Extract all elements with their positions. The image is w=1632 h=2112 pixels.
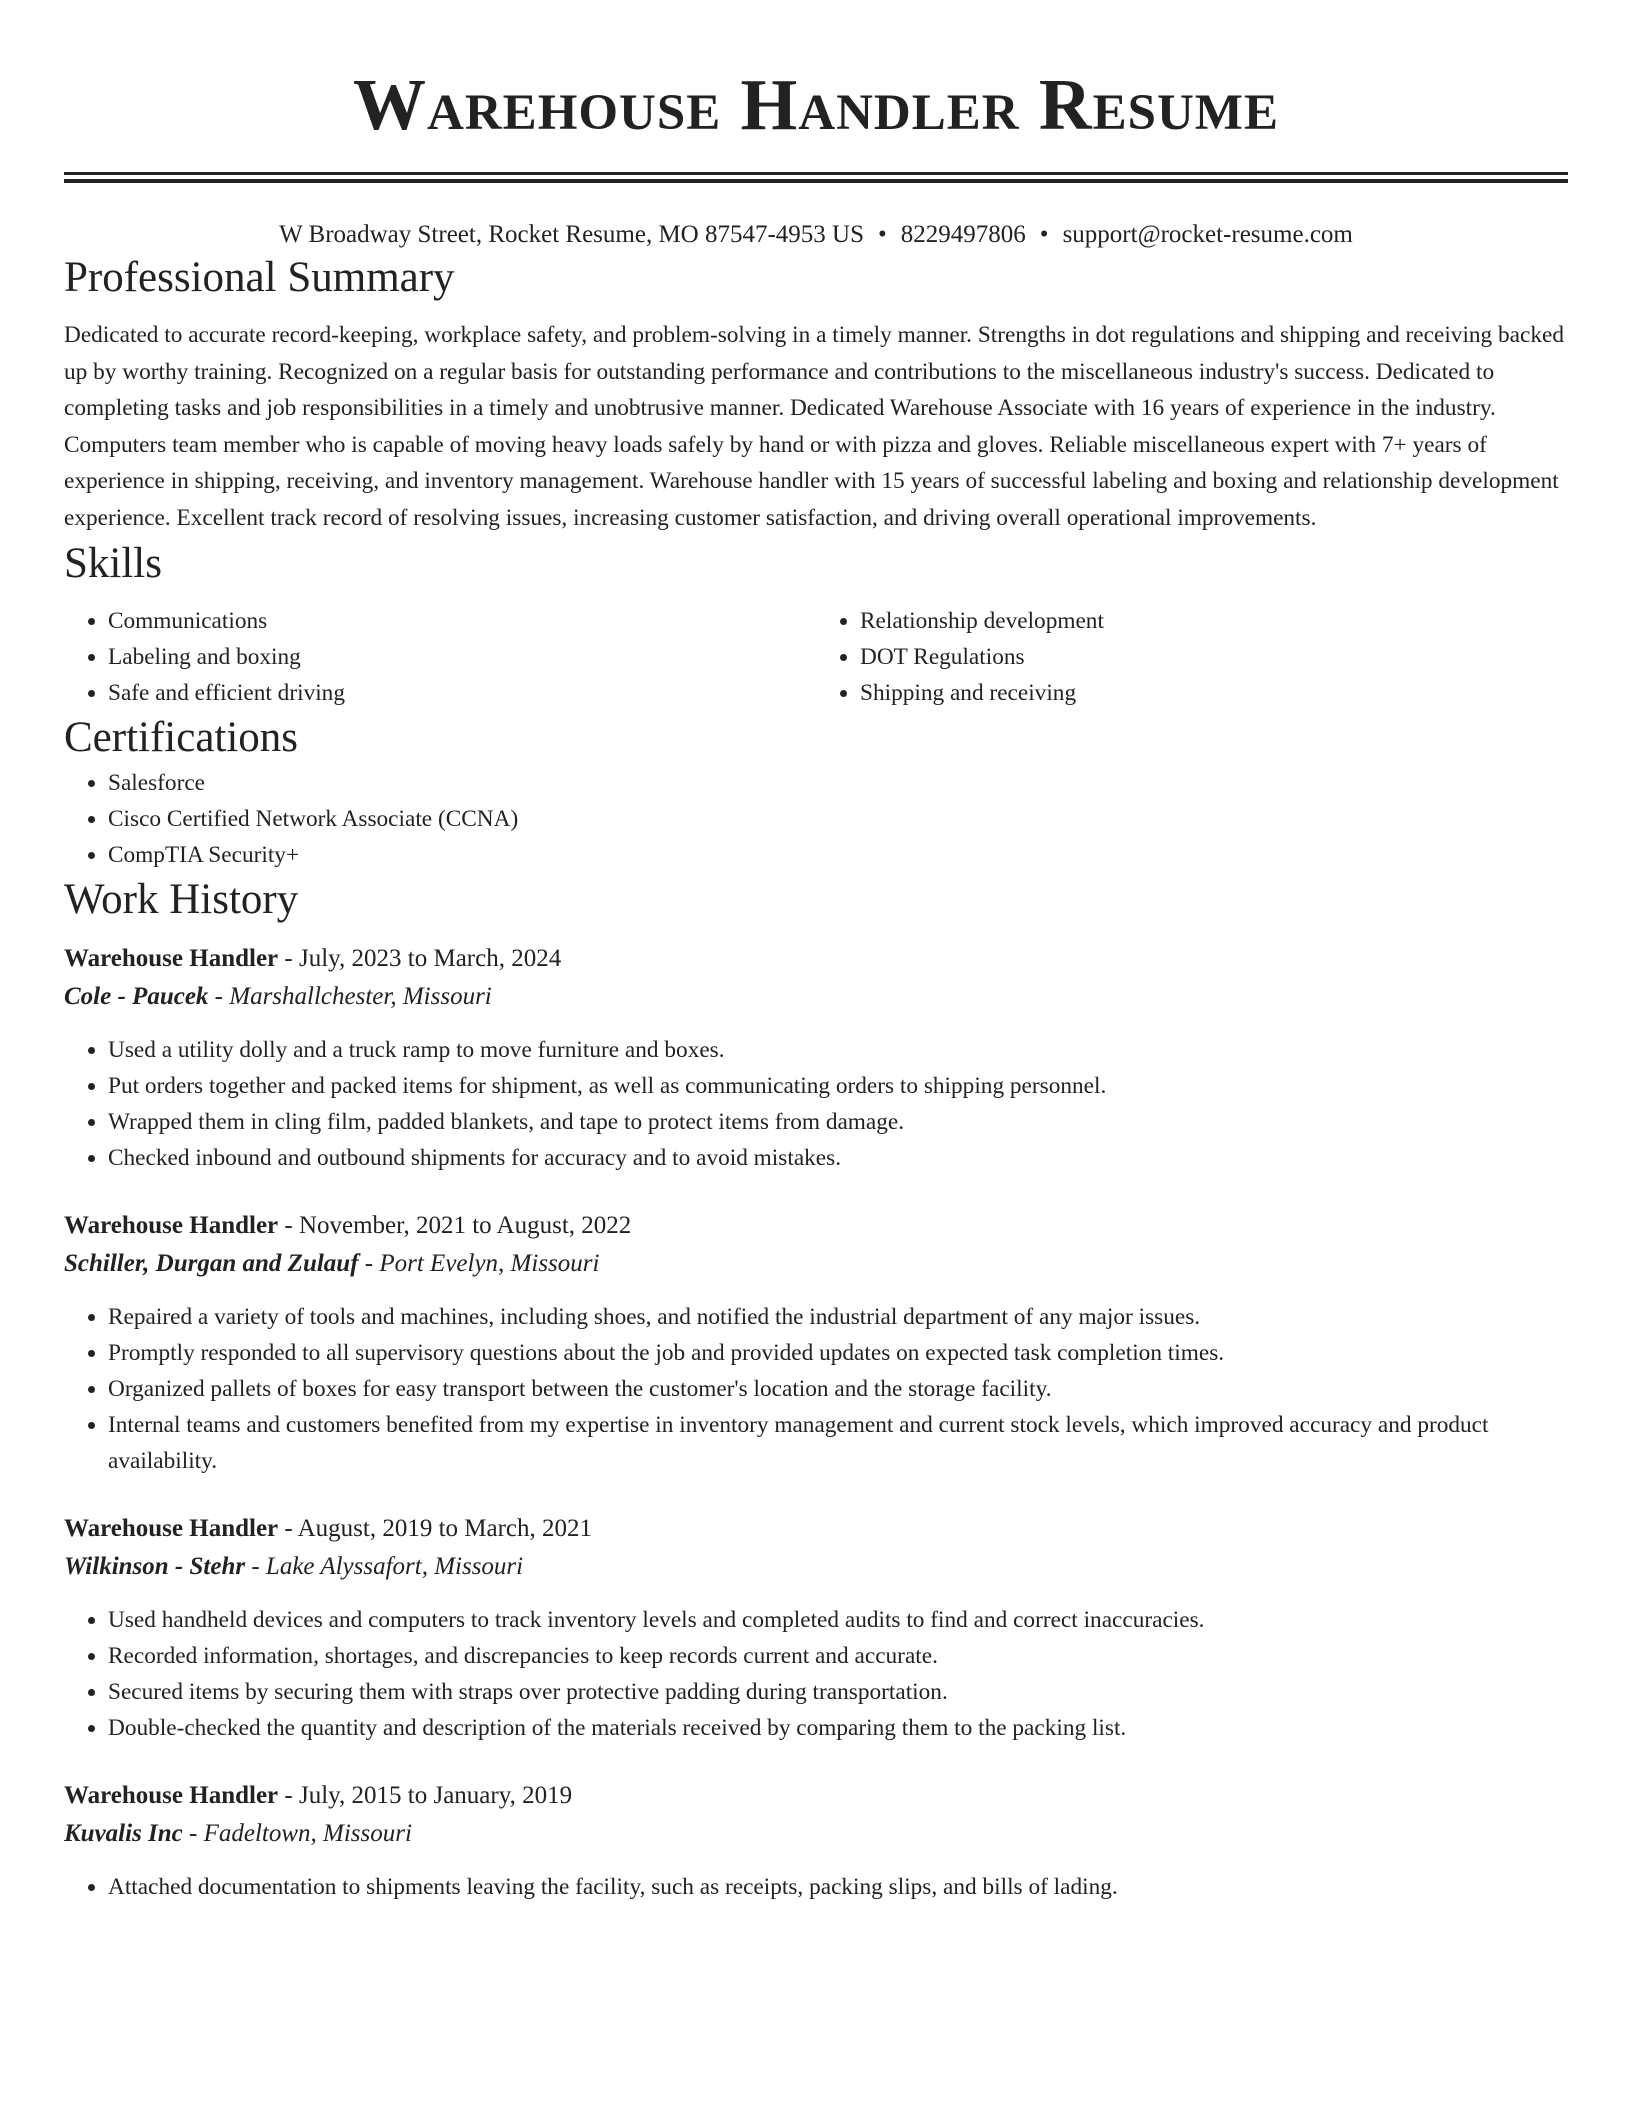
job-duty: • Used a utility dolly and a truck ramp to move furniture and boxes.: [108, 1032, 1568, 1068]
job-duty: • Used handheld devices and computers to track inventory levels and completed audits to find and correct inaccuracies.: [108, 1602, 1568, 1638]
job-company-line: [64, 1548, 1568, 1586]
job-duty: • Checked inbound and outbound shipments for accuracy and to avoid mistakes.: [108, 1140, 1568, 1176]
skills-heading: Skills: [64, 539, 162, 587]
job-company: Schiller, Durgan and Zulauf: [64, 1249, 359, 1277]
job-duties-list: [64, 1032, 1568, 1176]
job-location: - Marshallchester, Missouri: [208, 982, 492, 1010]
job-duty: • Double-checked the quantity and description of the materials received by comparing them to the packing list.: [108, 1710, 1568, 1746]
job-duties-list: [64, 1299, 1568, 1479]
job-dates: - July, 2023 to March, 2024: [278, 944, 562, 972]
job-duty: • Recorded information, shortages, and discrepancies to keep records current and accurate.: [108, 1638, 1568, 1674]
job-dates: - August, 2019 to March, 2021: [278, 1514, 593, 1542]
job-duty: • Wrapped them in cling film, padded blankets, and tape to protect items from damage.: [108, 1104, 1568, 1140]
skill-item: • Shipping and receiving: [860, 675, 1568, 711]
summary-text: Dedicated to accurate record-keeping, workplace safety, and problem-solving in a timely manner. Strengths in dot regulations and shipping and receiving backed up by worthy training. Recognized on a regular basis for outstanding performance and contributions to the miscellaneous industry's success. Dedicated to completing tasks and job responsibilities in a timely and unobtrusive manner. Dedicated Warehouse Associate with 16 years of experience in the industry. Computers team member who is capable of moving heavy loads safely by hand or with pizza and gloves. Reliable miscellaneous expert with 7+ years of experience in shipping, receiving, and inventory management. Warehouse handler with 15 years of successful labeling and boxing and relationship development experience. Excellent track record of resolving issues, increasing customer satisfaction, and driving overall operational improvements.: [64, 322, 1564, 531]
certifications-heading: Certifications: [64, 713, 299, 761]
resume-title: Warehouse Handler Resume: [353, 64, 1279, 145]
job-duty: • Organized pallets of boxes for easy transport between the customer's location and the storage facility.: [108, 1371, 1568, 1407]
job-company: Wilkinson - Stehr: [64, 1552, 246, 1580]
job-location: - Lake Alyssafort, Missouri: [245, 1552, 524, 1580]
job-location: - Fadeltown, Missouri: [182, 1819, 412, 1847]
job-company-line: [64, 1815, 1568, 1853]
resume-page: [64, 0, 1568, 1905]
skill-item: • Labeling and boxing: [108, 639, 816, 675]
contact-line: [64, 219, 1568, 251]
job-title-line: [64, 1777, 1568, 1815]
job-duty: • Secured items by securing them with straps over protective padding during transportation.: [108, 1674, 1568, 1710]
job-title-line: [64, 1207, 1568, 1245]
certification-item: • Cisco Certified Network Associate (CCNA): [108, 801, 1568, 837]
job-duty: • Promptly responded to all supervisory questions about the job and provided updates on expected task completion times.: [108, 1335, 1568, 1371]
bullet-separator: •: [1039, 221, 1049, 248]
job-entry: [64, 1207, 1568, 1479]
job-title-line: [64, 940, 1568, 978]
skills-list-left: [64, 603, 816, 711]
skills-columns: [64, 603, 1568, 711]
job-dates: - November, 2021 to August, 2022: [278, 1211, 632, 1239]
job-duties-list: [64, 1869, 1568, 1905]
skill-item: • DOT Regulations: [860, 639, 1568, 675]
job-entry: [64, 1510, 1568, 1746]
contact-email: support@rocket-resume.com: [1062, 221, 1353, 248]
contact-address: W Broadway Street, Rocket Resume, MO 87547-4953 US: [279, 221, 865, 248]
job-duty: • Put orders together and packed items for shipment, as well as communicating orders to shipping personnel.: [108, 1068, 1568, 1104]
title-double-rule: [64, 172, 1568, 183]
skill-item: • Communications: [108, 603, 816, 639]
job-duty: • Internal teams and customers benefited from my expertise in inventory management and current stock levels, which improved accuracy and product availability.: [108, 1407, 1568, 1479]
skill-item: • Relationship development: [860, 603, 1568, 639]
certification-item: • CompTIA Security+: [108, 837, 1568, 873]
job-title: Warehouse Handler: [64, 1781, 279, 1809]
work-history-heading: Work History: [64, 875, 299, 923]
job-entry: [64, 940, 1568, 1176]
job-duties-list: [64, 1602, 1568, 1746]
job-dates: - July, 2015 to January, 2019: [278, 1781, 573, 1809]
job-company: Cole - Paucek: [64, 982, 209, 1010]
contact-phone: 8229497806: [900, 221, 1026, 248]
job-company-line: [64, 978, 1568, 1016]
job-title: Warehouse Handler: [64, 944, 279, 972]
skill-item: • Safe and efficient driving: [108, 675, 816, 711]
skills-list-right: [816, 603, 1568, 711]
bullet-separator: •: [878, 221, 887, 248]
certification-item: • Salesforce: [108, 765, 1568, 801]
job-entry: [64, 1777, 1568, 1905]
summary-heading: Professional Summary: [64, 254, 455, 301]
job-duty: • Attached documentation to shipments leaving the facility, such as receipts, packing slips, and bills of lading.: [108, 1869, 1568, 1905]
job-title: Warehouse Handler: [64, 1211, 279, 1239]
job-location: - Port Evelyn, Missouri: [358, 1249, 600, 1277]
job-title-line: [64, 1510, 1568, 1548]
job-company-line: [64, 1245, 1568, 1283]
job-title: Warehouse Handler: [64, 1514, 279, 1542]
job-company: Kuvalis Inc: [64, 1819, 183, 1847]
job-duty: • Repaired a variety of tools and machines, including shoes, and notified the industrial department of any major issues.: [108, 1299, 1568, 1335]
certifications-list: [64, 765, 1568, 873]
